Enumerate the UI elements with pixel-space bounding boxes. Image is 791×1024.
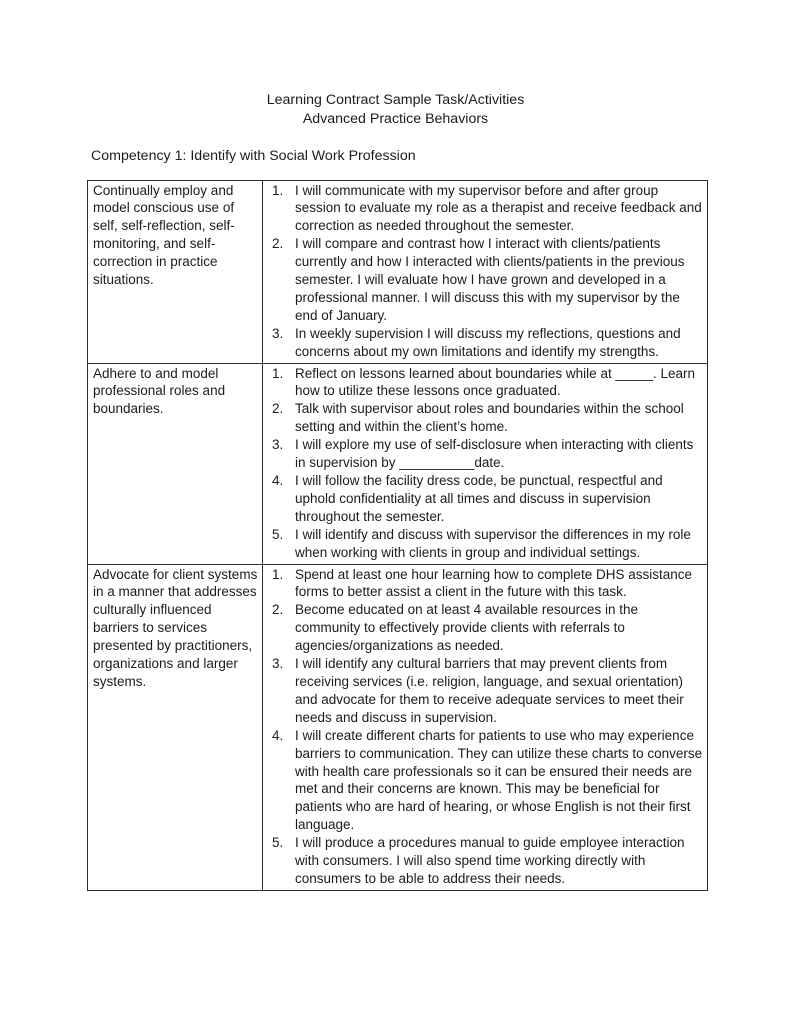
task-item: Reflect on lessons learned about boundaries while at _____. Learn how to utilize these lessons once graduated. [295,365,696,399]
task-item: I will communicate with my supervisor before and after group session to evaluate my role as a therapist and receive feedback and correction as needed throughout the semester. [295,182,702,234]
document-title [0,91,791,128]
tasks-cell [263,363,708,564]
task-item: Talk with supervisor about roles and boundaries within the school setting and within the client’s home. [295,401,684,435]
behavior-cell: Continually employ and model conscious use of self, self-reflection, self-monitoring, and self-correction in practice situations. [88,180,263,363]
learning-contract-table [87,180,708,891]
task-item: I will follow the facility dress code, be punctual, respectful and uphold confidentiality at all times and discuss in supervision throughout the semester. [295,473,663,524]
task-item: I will compare and contrast how I interact with clients/patients currently and how I interacted with clients/patients in the previous semester. I will evaluate how I have grown and developed in a professional manner. I will discuss this with my supervisor by the end of January. [295,236,685,323]
tasks-cell [263,564,708,890]
table-row [88,180,708,363]
behavior-cell: Advocate for client systems in a manner that addresses culturally influenced barriers to services presented by practitioners, organizations and larger systems. [88,564,263,890]
title-line-1: Learning Contract Sample Task/Activities [266,92,525,108]
tasks-list [268,182,703,361]
tasks-list [268,566,703,888]
tasks-cell [263,180,708,363]
behavior-cell: Adhere to and model professional roles and boundaries. [88,363,263,564]
task-item: I will create different charts for patients to use who may experience barriers to communication. They can utilize these charts to converse with health care professionals so it can be ensured their needs are met and their concerns are known. This may be beneficial for patients who are hard of hearing, or whose English is not their first language. [295,727,703,833]
tasks-list [268,365,703,562]
task-item: Become educated on at least 4 available resources in the community to effectively provide clients with referrals to agencies/organizations as needed. [295,602,638,654]
contract-table-body [88,180,708,890]
table-row [88,363,708,564]
task-item: I will explore my use of self-disclosure when interacting with clients in supervision by __________date. [295,437,694,471]
table-row [88,564,708,890]
task-item: In weekly supervision I will discuss my reflections, questions and concerns about my own limitations and identify my strengths. [295,325,681,359]
competency-heading: Competency 1: Identify with Social Work Profession [91,148,416,164]
task-item: Spend at least one hour learning how to complete DHS assistance forms to better assist a client in the future with this task. [295,566,692,600]
title-line-2: Advanced Practice Behaviors [302,110,489,127]
task-item: I will produce a procedures manual to guide employee interaction with consumers. I will also spend time working directly with consumers to be able to address their needs. [295,835,685,886]
task-item: I will identify and discuss with supervisor the differences in my role when working with clients in group and individual settings. [295,526,691,560]
task-item: I will identify any cultural barriers that may prevent clients from receiving services (i.e. religion, language, and sexual orientation) and advocate for them to receive adequate services to meet their needs and discuss in supervision. [295,656,684,725]
